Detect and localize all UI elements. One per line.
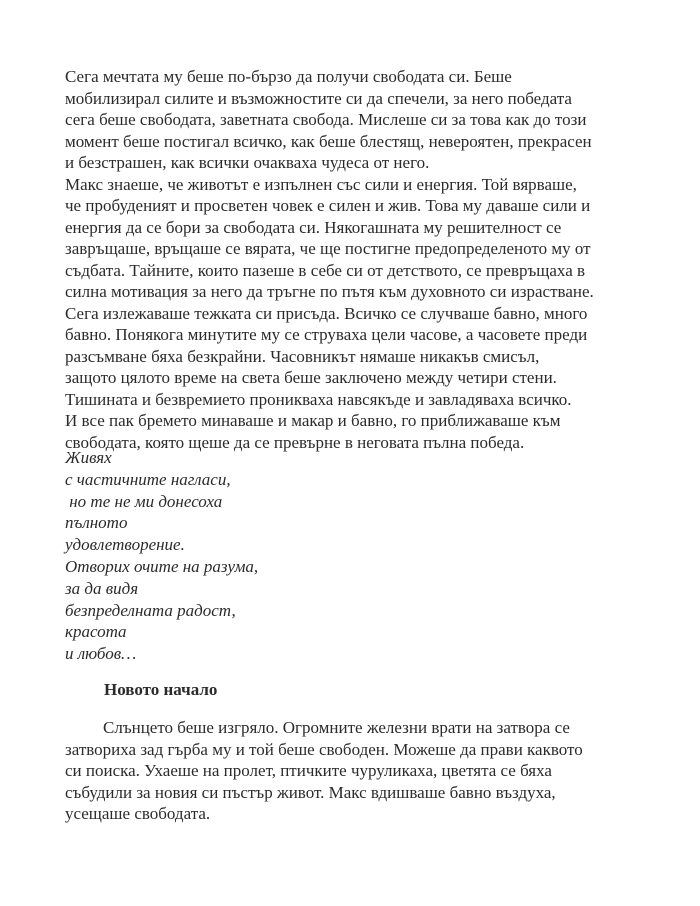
text-line: събудили за новия си пъстър живот. Макс вдишваше бавно въздуха, — [65, 782, 556, 802]
text-line: си поиска. Ухаеше на пролет, птичките чуруликаха, цветята се бяха — [65, 761, 552, 780]
text-line: Сега мечтата му беше по-бързо да получи свободата си. Беше — [65, 67, 512, 86]
text-line: усещаше свободата. — [65, 804, 211, 823]
poem-line: Отворих очите на разума, — [65, 556, 259, 576]
poem-line: красота — [65, 622, 127, 642]
story-paragraph — [65, 66, 640, 453]
text-line: Сега излежаваше тежката си присъда. Всичко се случваше бавно, много — [65, 303, 588, 323]
poem-line: удовлетворение. — [65, 535, 185, 555]
text-line: че пробуденият и просветен човек е силен и жив. Това му даваше сили и — [65, 196, 591, 215]
text-line: енергия да се бори за свободата си. Някогашната му решителност се — [65, 217, 562, 237]
text-line: силна мотивация за него да тръгне по пътя към духовното си израстване. — [65, 282, 594, 301]
poem-line: и любов… — [65, 644, 137, 664]
poem-line: но те не ми донесоха — [65, 491, 223, 511]
text-line: сега беше свободата, заветната свобода. Мислеше си за това как до този — [65, 110, 587, 129]
closing-paragraph — [65, 717, 640, 825]
poem-line: за да видя — [65, 578, 139, 598]
text-line: момент беше постигал всичко, как беше блестящ, невероятен, прекрасен — [65, 131, 592, 151]
text-line: и безстрашен, как всички очакваха чудеса от него. — [65, 153, 430, 172]
poem-line: Живях — [65, 448, 112, 467]
text-line: И все пак бремето минаваше и макар и бавно, го приближаваше към — [65, 411, 561, 430]
text-line: съдбата. Тайните, които пазеше в себе си от детството, се превръщаха в — [65, 260, 586, 280]
text-line: свободата, която щеше да се превърне в неговата пълна победа. — [65, 432, 525, 452]
text-line: Слънцето беше изгряло. Огромните железни врати на затвора се — [103, 718, 570, 737]
text-line: защото цялото време на света беше заключено между четири стени. — [65, 368, 557, 387]
text-line: разсъмване бяха безкрайни. Часовникът нямаше никакъв смисъл, — [65, 346, 540, 366]
text-line: бавно. Понякога минутите му се струваха цели часове, а часовете преди — [65, 325, 588, 344]
poem-line: безпределната радост, — [65, 600, 236, 620]
text-line: мобилизирал силите и възможностите си да спечели, за него победата — [65, 88, 572, 108]
section-heading: Новото начало — [104, 680, 218, 699]
poem-line: с частичните нагласи, — [65, 469, 231, 489]
text-line: Тишината и безвремието проникваха навсякъде и завладяваха всичко. — [65, 389, 572, 409]
text-line: затвориха зад гърба му и той беше свободен. Можеше да прави каквото — [65, 739, 583, 759]
poem — [65, 447, 640, 665]
poem-line: пълното — [65, 513, 128, 533]
text-line: Макс знаеше, че животът е изпълнен със сили и енергия. Той вярваше, — [65, 174, 577, 194]
text-line: завръщаше, връщаше се вярата, че ще постигне предопределеното му от — [65, 239, 591, 258]
